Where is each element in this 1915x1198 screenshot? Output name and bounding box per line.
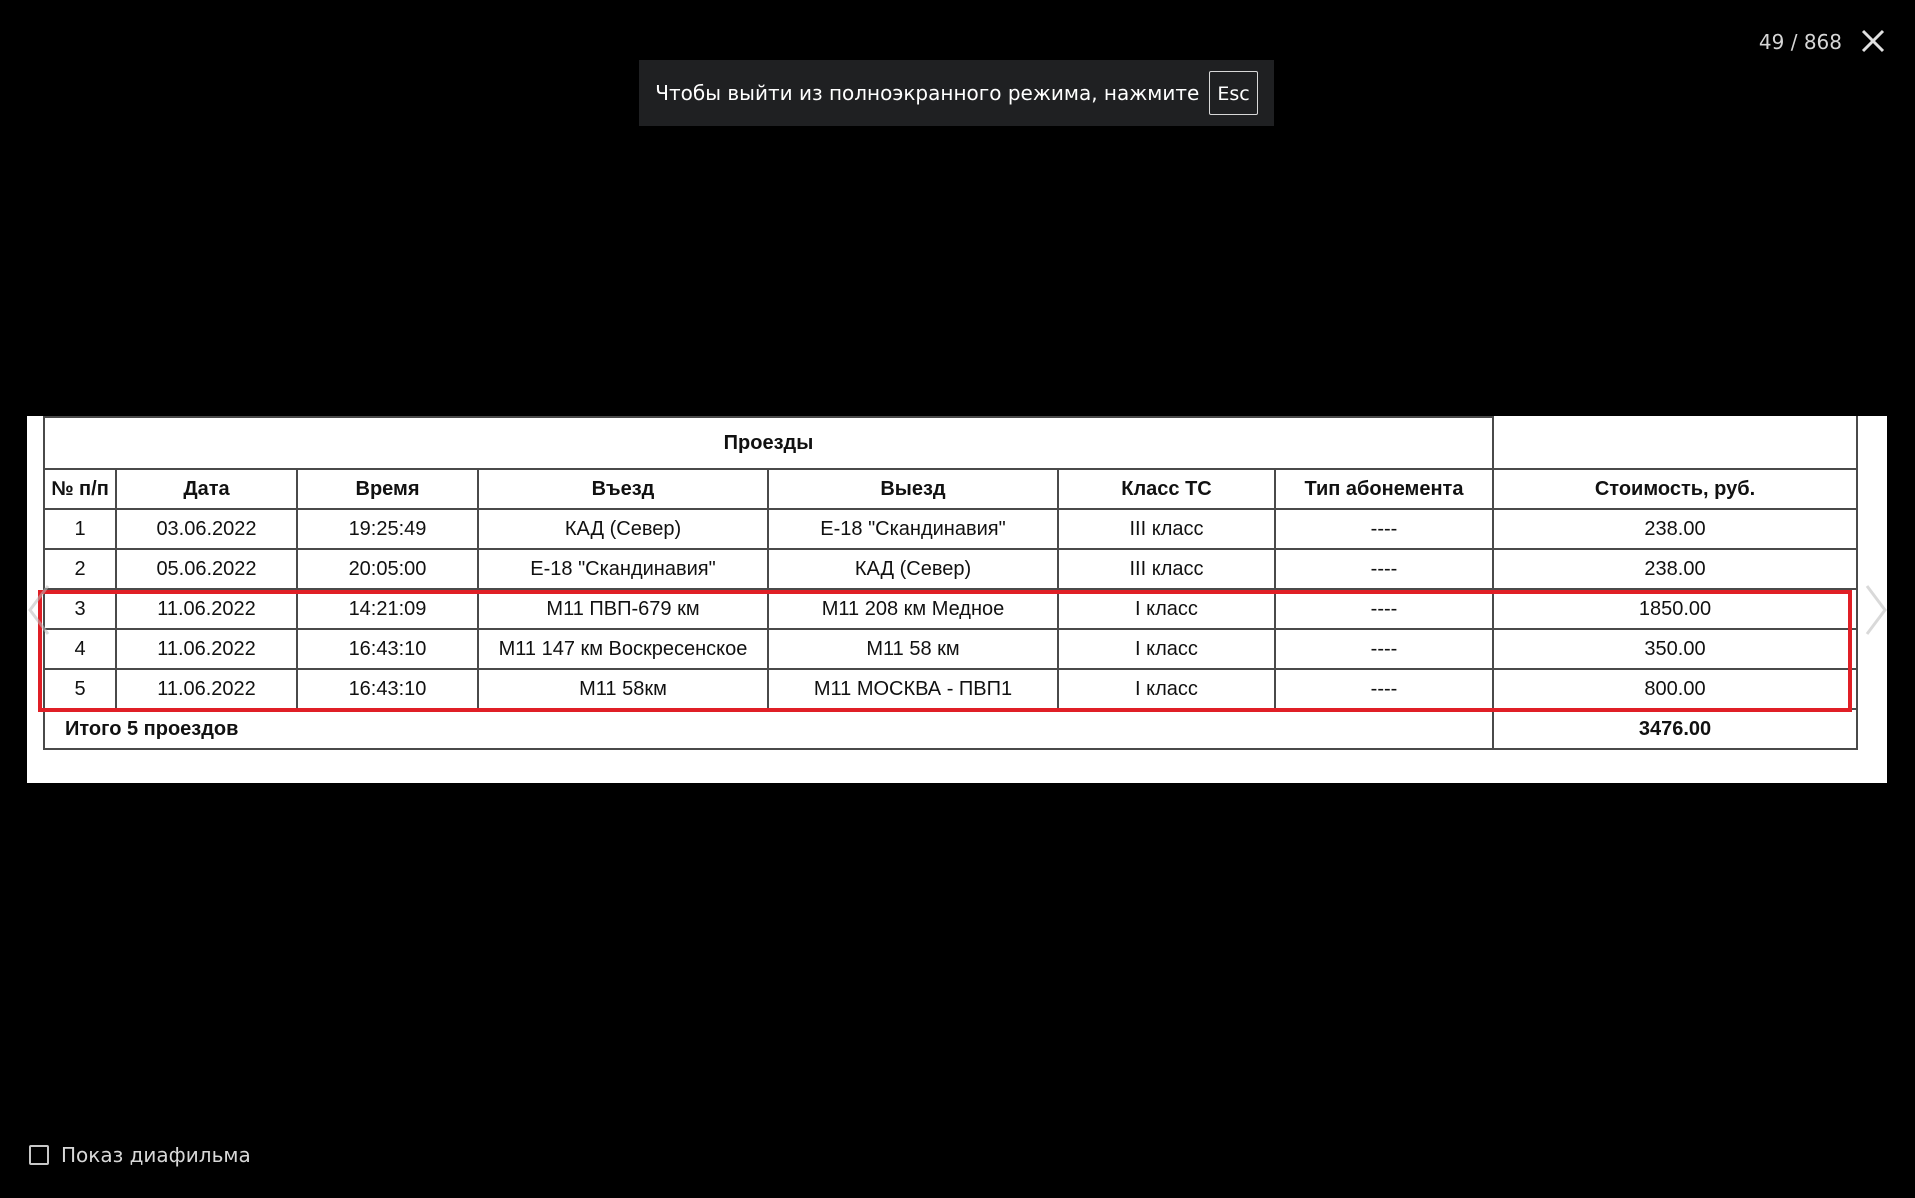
- column-header: Въезд: [478, 469, 768, 509]
- table-cell: 1: [44, 509, 116, 549]
- table-cell: 16:43:10: [297, 669, 478, 709]
- table-header-row: [44, 469, 1857, 509]
- table-cell: 1850.00: [1493, 589, 1857, 629]
- table-row: [44, 509, 1857, 549]
- table-cell: 11.06.2022: [116, 669, 297, 709]
- chevron-right-icon: [1861, 582, 1891, 638]
- filmstrip-checkbox[interactable]: [29, 1145, 49, 1165]
- table-cell: М11 МОСКВА - ПВП1: [768, 669, 1058, 709]
- table-row: [44, 629, 1857, 669]
- table-cell: 03.06.2022: [116, 509, 297, 549]
- table-title: Проезды: [44, 417, 1493, 469]
- table-cell: I класс: [1058, 589, 1275, 629]
- table-cell: 11.06.2022: [116, 589, 297, 629]
- table-cell: III класс: [1058, 549, 1275, 589]
- table-cell: М11 58км: [478, 669, 768, 709]
- table-cell: М11 208 км Медное: [768, 589, 1058, 629]
- table-cell: ----: [1275, 509, 1493, 549]
- table-cell: М11 58 км: [768, 629, 1058, 669]
- table-cell: ----: [1275, 589, 1493, 629]
- table-cell: I класс: [1058, 629, 1275, 669]
- table-cell: 11.06.2022: [116, 629, 297, 669]
- filmstrip-label: Показ диафильма: [61, 1143, 251, 1167]
- next-image-button[interactable]: [1861, 582, 1891, 638]
- previous-image-button[interactable]: [24, 582, 54, 638]
- total-value: 3476.00: [1493, 709, 1857, 749]
- table-cell: ----: [1275, 629, 1493, 669]
- table-title-empty-cell: [1493, 417, 1857, 469]
- table-cell: 20:05:00: [297, 549, 478, 589]
- table-cell: ----: [1275, 549, 1493, 589]
- column-header: № п/п: [44, 469, 116, 509]
- image-counter: 49 / 868: [1758, 30, 1842, 54]
- table-row: [44, 589, 1857, 629]
- table-cell: 19:25:49: [297, 509, 478, 549]
- close-icon: [1858, 26, 1888, 56]
- column-header: Стоимость, руб.: [1493, 469, 1857, 509]
- table-cell: 238.00: [1493, 549, 1857, 589]
- table-cell: ----: [1275, 669, 1493, 709]
- fullscreen-exit-toast: [639, 60, 1274, 126]
- table-cell: 05.06.2022: [116, 549, 297, 589]
- table-cell: 800.00: [1493, 669, 1857, 709]
- table-total-row: [44, 709, 1857, 749]
- table-cell: I класс: [1058, 669, 1275, 709]
- filmstrip-toggle[interactable]: [29, 1143, 251, 1167]
- table-row: [44, 549, 1857, 589]
- table-cell: КАД (Север): [478, 509, 768, 549]
- column-header: Дата: [116, 469, 297, 509]
- column-header: Тип абонемента: [1275, 469, 1493, 509]
- column-header: Время: [297, 469, 478, 509]
- table-cell: III класс: [1058, 509, 1275, 549]
- displayed-image: [27, 416, 1887, 783]
- table-cell: Е-18 "Скандинавия": [768, 509, 1058, 549]
- table-cell: Е-18 "Скандинавия": [478, 549, 768, 589]
- fullscreen-exit-message: Чтобы выйти из полноэкранного режима, нажмите: [655, 81, 1200, 105]
- table-cell: М11 147 км Воскресенское: [478, 629, 768, 669]
- table-cell: 2: [44, 549, 116, 589]
- total-label: Итого 5 проездов: [44, 709, 1493, 749]
- esc-key-hint: Esc: [1209, 71, 1257, 115]
- table-cell: 16:43:10: [297, 629, 478, 669]
- table-row: [44, 669, 1857, 709]
- table-cell: 14:21:09: [297, 589, 478, 629]
- close-button[interactable]: [1858, 26, 1888, 56]
- table-cell: 238.00: [1493, 509, 1857, 549]
- table-cell: М11 ПВП-679 км: [478, 589, 768, 629]
- table-cell: 4: [44, 629, 116, 669]
- table-cell: 350.00: [1493, 629, 1857, 669]
- table-cell: КАД (Север): [768, 549, 1058, 589]
- table-cell: 5: [44, 669, 116, 709]
- chevron-left-icon: [24, 582, 54, 638]
- column-header: Класс ТС: [1058, 469, 1275, 509]
- trips-table: [43, 416, 1858, 750]
- table-cell: 3: [44, 589, 116, 629]
- column-header: Выезд: [768, 469, 1058, 509]
